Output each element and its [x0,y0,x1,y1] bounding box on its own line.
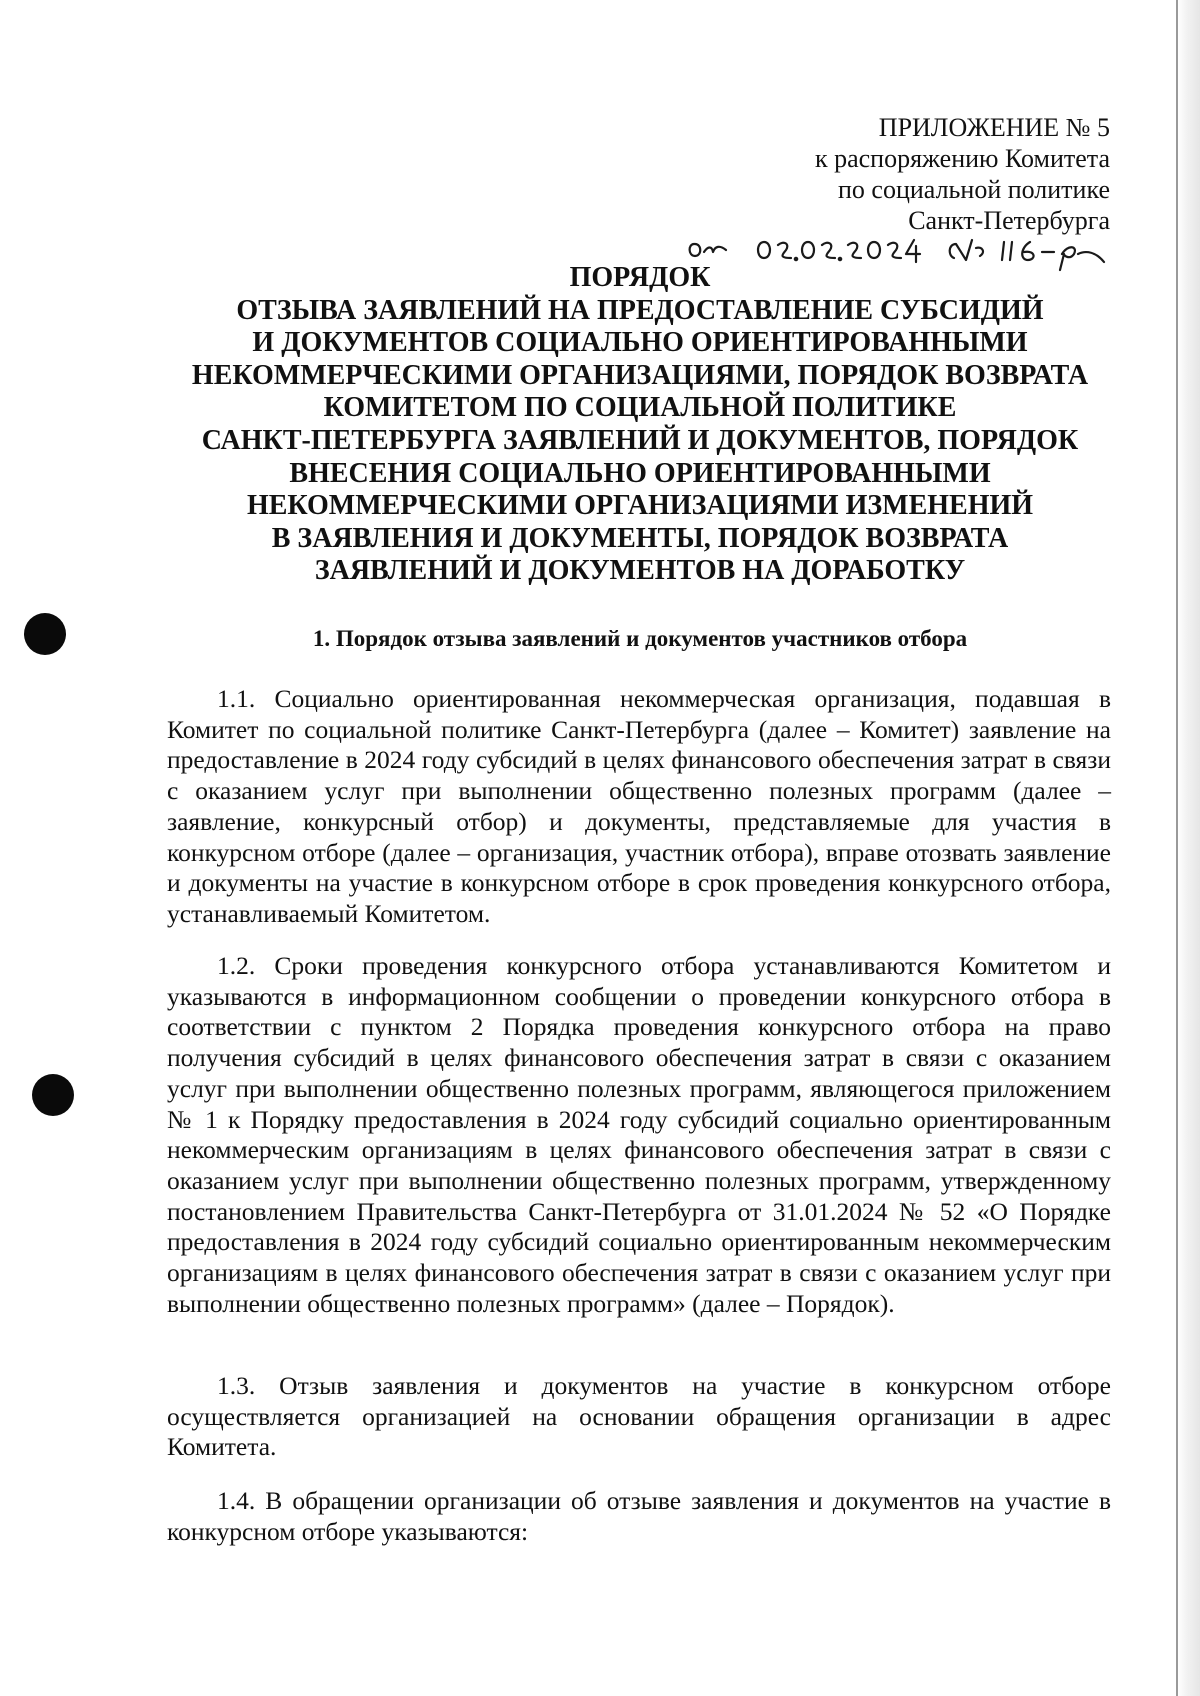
page-edge [1176,0,1200,1696]
appendix-ref-line: по социальной политике [838,175,1110,204]
title-line: ПОРЯДОК [569,262,711,293]
appendix-header [815,112,1110,236]
appendix-ref-line: Санкт-Петербурга [908,206,1110,235]
punch-hole [32,1074,74,1116]
paragraph-1-3: 1.3. Отзыв заявления и документов на участие в конкурсном отборе осуществляется организацией на основании обращения организации в адрес Комитета. [167,1371,1111,1462]
title-line: И ДОКУМЕНТОВ СОЦИАЛЬНО ОРИЕНТИРОВАННЫМИ [252,327,1028,359]
title-line: ВНЕСЕНИЯ СОЦИАЛЬНО ОРИЕНТИРОВАННЫМИ [289,457,991,489]
punch-hole [24,613,66,655]
title-line: САНКТ-ПЕТЕРБУРГА ЗАЯВЛЕНИЙ И ДОКУМЕНТОВ, ПОРЯДОК [201,424,1079,456]
appendix-ref-line: к распоряжению Комитета [814,144,1110,173]
title-line: ЗАЯВЛЕНИЙ И ДОКУМЕНТОВ НА ДОРАБОТКУ [314,555,966,587]
document-title [150,262,1130,588]
title-line: ОТЗЫВА ЗАЯВЛЕНИЙ НА ПРЕДОСТАВЛЕНИЕ СУБСИДИЙ [236,294,1044,326]
appendix-number: ПРИЛОЖЕНИЕ № 5 [878,113,1110,142]
title-line: КОМИТЕТОМ ПО СОЦИАЛЬНОЙ ПОЛИТИКЕ [323,392,957,424]
paragraph-1-2: 1.2. Сроки проведения конкурсного отбора устанавливаются Комитетом и указываются в информационном сообщении о проведении конкурсного отбора в соответствии с пунктом 2 Порядка проведения конкурсного отбора на право получения субсидий в целях финансового обеспечения затрат в связи с оказанием услуг при выполнении общественно полезных программ, являющегося приложением № 1 к Порядку предоставления в 2024 году субсидий социально ориентированным некоммерческим организациям в целях финансового обеспечения затрат в связи с оказанием услуг при выполнении общественно полезных программ, утвержденному постановлением Правительства Санкт-Петербурга от 31.01.2024 № 52 «О Порядке предоставления в 2024 году субсидий социально ориентированным некоммерческим организациям в целях финансового обеспечения затрат в связи с оказанием услуг при выполнении общественно полезных программ» (далее – Порядок). [167,951,1111,1318]
paragraph-1-1: 1.1. Социально ориентированная некоммерческая организация, подавшая в Комитет по социальной политике Санкт-Петербурга (далее – Комитет) заявление на предоставление в 2024 году субсидий в целях финансового обеспечения затрат в связи с оказанием услуг при выполнении общественно полезных программ (далее – заявление, конкурсный отбор) и документы, представляемые для участия в конкурсном отборе (далее – организация, участник отбора), вправе отозвать заявление и документы на участие в конкурсном отборе в срок проведения конкурсного отбора, устанавливаемый Комитетом. [167,684,1111,928]
paragraph-1-4: 1.4. В обращении организации об отзыве заявления и документов на участие в конкурсном отборе указываются: [167,1486,1111,1546]
section-heading: 1. Порядок отзыва заявлений и документов участников отбора [312,626,968,651]
title-line: НЕКОММЕРЧЕСКИМИ ОРГАНИЗАЦИЯМИ ИЗМЕНЕНИЙ [246,490,1034,522]
title-line: В ЗАЯВЛЕНИЯ И ДОКУМЕНТЫ, ПОРЯДОК ВОЗВРАТА [271,522,1009,554]
title-line: НЕКОММЕРЧЕСКИМИ ОРГАНИЗАЦИЯМИ, ПОРЯДОК ВОЗВРАТА [191,359,1089,391]
